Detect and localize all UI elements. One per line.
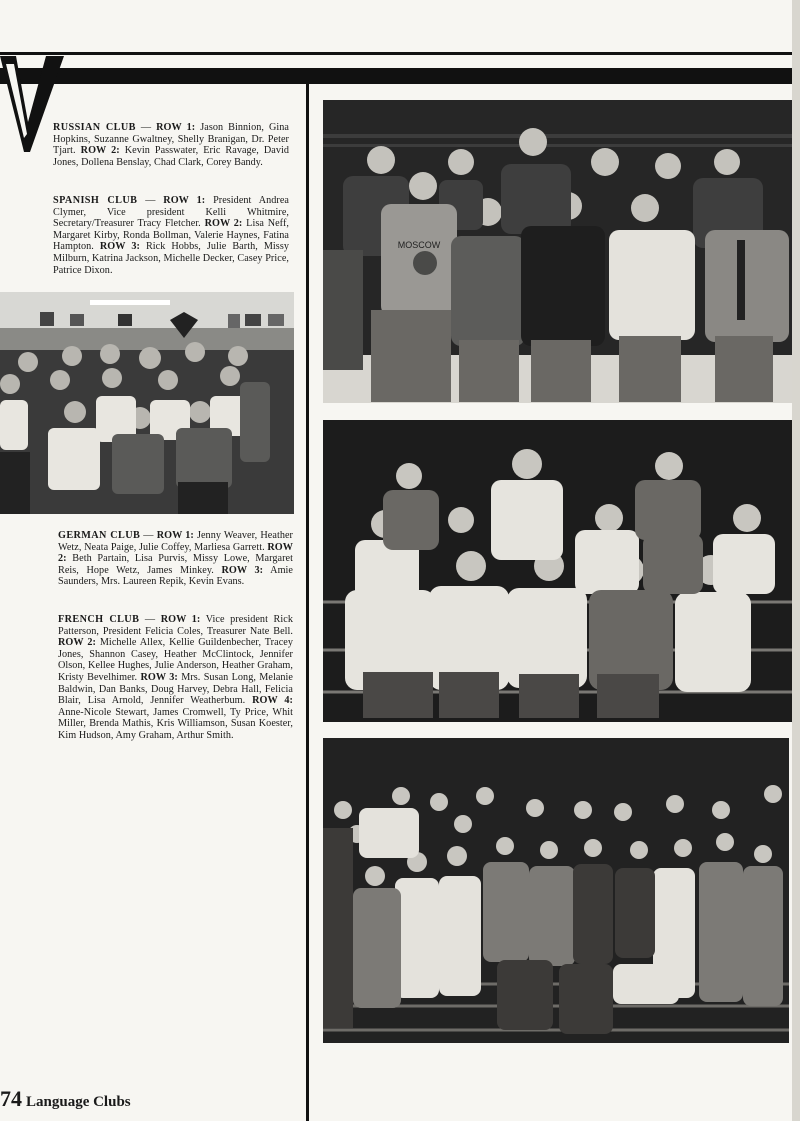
row-names: Vice president Rick Patterson, President Felicia Coles, Treasurer Nate Bell. <box>58 614 293 637</box>
german-club-caption: GERMAN CLUB — ROW 1: Jenny Weaver, Heather Wetz, Neata Paige, Julie Coffey, Marliesa Garrett. ROW 2: Beth Partain, Lisa Purvis, Missy Lowe, Margaret Reis, Hope Wetz, James Minkey. ROW 3: Amie Saunders, Mrs. Laureen Repik, Kevin Evans. <box>58 530 293 588</box>
club-name: FRENCH CLUB <box>58 614 140 625</box>
french-club-caption: FRENCH CLUB — ROW 1: Vice president Rick Patterson, President Felicia Coles, Treasurer Nate Bell. ROW 2: Michelle Allex, Kellie Guildenbecher, Tracey Jones, Shannon Casey, Heather McClintock, Jennifer Olson, Kellee Hughes, Julie Anderson, Heather Graham, Kristy Bevelhimer. ROW 3: Mrs. Susan Long, Melanie Baldwin, Dan Banks, Doug Harvey, Debra Hall, Felicia Blair, Lisa Arnold, Jennifer Weatherbum. ROW 4: Anne-Nicole Stewart, James Cromwell, Ty Price, Whit Miller, Brenda Mathis, Kris Williamson, Susan Koester, Kim Hudson, Amy Graham, Arthur Smith. <box>58 614 293 741</box>
header-rule-thin <box>0 52 800 55</box>
row-label: ROW 1: <box>163 195 206 206</box>
spanish-club-photo <box>0 292 294 514</box>
row-label: ROW 2: <box>58 541 293 565</box>
french-club-photo <box>323 738 789 1043</box>
page-number: 74 <box>0 1086 22 1111</box>
row-label: ROW 2: <box>204 218 243 230</box>
row-label: ROW 1: <box>160 614 201 625</box>
row-names: Amie Saunders, Mrs. Laureen Repik, Kevin Evans. <box>58 564 293 588</box>
header-rule-thick <box>0 68 800 84</box>
row-label: ROW 4: <box>252 695 293 707</box>
row-names: Anne-Nicole Stewart, James Cromwell, Ty Price, Whit Miller, Brenda Mathis, Kris Williamson, Susan Koester, Kim Hudson, Amy Graham, Arthur Smith. <box>58 706 293 741</box>
row-names: Jenny Weaver, Heather Wetz, Neata Paige, Julie Coffey, Marliesa Garrett. <box>58 530 293 553</box>
club-name: GERMAN CLUB <box>58 530 141 541</box>
row-names: Mrs. Susan Long, Melanie Baldwin, Dan Banks, Doug Harvey, Debra Hall, Felicia Blair, Lisa Arnold, Jennifer Weatherbum. <box>58 671 293 707</box>
row-label: ROW 3: <box>140 671 178 683</box>
row-label: ROW 3: <box>221 564 264 576</box>
row-names: President Andrea Clymer, Vice president Kelli Whitmire, Secretary/Treasurer Tracy Fletcher. <box>53 195 290 230</box>
row-label: ROW 1: <box>156 530 194 541</box>
club-name: RUSSIAN CLUB <box>53 122 136 133</box>
page-edge <box>792 0 800 1121</box>
spanish-club-caption: SPANISH CLUB — ROW 1: President Andrea Clymer, Vice president Kelli Whitmire, Secretary/Treasurer Tracy Fletcher. ROW 2: Lisa Neff, Margaret Kirby, Ronda Bollman, Valerie Haynes, Fatina Hampton. ROW 3: Rick Hobbs, Julie Barth, Missy Milburn, Katrina Jackson, Michelle Decker, Casey Price, Patrice Dixon. <box>53 195 290 276</box>
row-label: ROW 1: <box>156 122 196 133</box>
column-divider <box>306 84 309 1121</box>
row-names: Rick Hobbs, Julie Barth, Missy Milburn, Katrina Jackson, Michelle Decker, Casey Price, Patrice Dixon. <box>53 241 289 276</box>
row-names: Kevin Passwater, Eric Ravage, David Jones, Dollena Benslay, Chad Clark, Corey Bandy. <box>53 145 290 168</box>
row-names: Michelle Allex, Kellie Guildenbecher, Tracey Jones, Shannon Casey, Heather McClintock, Jennifer Olson, Kellee Hughes, Julie Anderson, Heather Graham, Kristy Bevelhimer. <box>58 637 293 683</box>
russian-club-caption: RUSSIAN CLUB — ROW 1: Jason Binnion, Gina Hopkins, Suzanne Gwaltney, Shelly Branigan, Dr. Peter Tjart. ROW 2: Kevin Passwater, Eric Ravage, David Jones, Dollena Benslay, Chad Clark, Corey Bandy. <box>53 122 290 168</box>
row-names: Beth Partain, Lisa Purvis, Missy Lowe, Margaret Reis, Hope Wetz, James Minkey. <box>58 553 293 576</box>
page-folio <box>0 1086 131 1114</box>
sweatshirt-text: MOSCOW <box>397 240 441 250</box>
row-label: ROW 2: <box>58 637 96 649</box>
german-club-photo <box>323 420 792 722</box>
russian-club-photo <box>323 100 792 403</box>
row-label: ROW 2: <box>80 145 120 157</box>
row-names: Lisa Neff, Margaret Kirby, Ronda Bollman, Valerie Haynes, Fatina Hampton. <box>53 218 289 253</box>
row-names: Jason Binnion, Gina Hopkins, Suzanne Gwaltney, Shelly Branigan, Dr. Peter Tjart. <box>53 122 289 157</box>
row-label: ROW 3: <box>99 241 140 253</box>
club-name: SPANISH CLUB <box>53 195 138 206</box>
section-title: Language Clubs <box>26 1094 131 1110</box>
